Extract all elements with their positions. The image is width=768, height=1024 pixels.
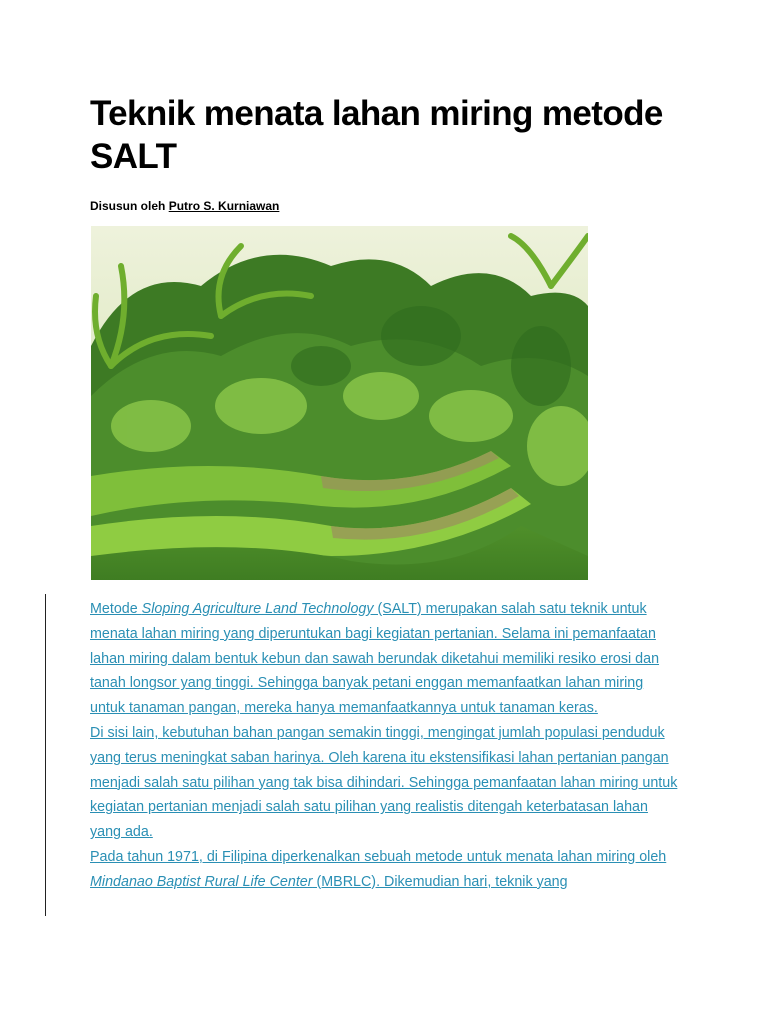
body-paragraph [90,845,680,895]
margin-change-bar [45,594,46,916]
italic-term: Sloping Agriculture Land Technology [141,601,374,617]
byline-prefix: Disusun oleh [90,199,169,213]
paragraph-link[interactable] [90,849,666,890]
article-photo [91,226,588,580]
paragraph-text: Di sisi lain, kebutuhan bahan pangan semakin tinggi, mengingat jumlah populasi penduduk yang terus meningkat saban harinya. Oleh karena itu ekstensifikasi lahan pertanian pangan menjadi salah satu pilihan yang tak bisa dihindari. Sehingga pemanfaatan lahan miring untuk kegiatan pertanian menjadi salah satu pilihan yang realistis ditengah keterbatasan lahan yang ada. [90,724,678,841]
italic-term: Mindanao Baptist Rural Life Center [90,873,313,890]
paragraph-text: Metode [90,601,142,617]
paragraph-link[interactable] [90,601,659,716]
article-body [90,597,680,895]
body-paragraph [90,721,680,845]
body-paragraph [90,597,680,721]
paragraph-text: (SALT) merupakan salah satu teknik untuk menata lahan miring yang diperuntukan bagi kegiatan pertanian. Selama ini pemanfaatan lahan miring dalam bentuk kebun dan sawah berundak diketahui memiliki resiko erosi dan tanah longsor yang tinggi. Sehingga banyak petani enggan memanfaatkan lahan miring untuk tanaman pangan, mereka hanya memanfaatkannya untuk tanaman keras. [90,601,660,717]
paragraph-text: Pada tahun 1971, di Filipina diperkenalkan sebuah metode untuk menata lahan miring oleh [90,848,667,865]
paragraph-link[interactable] [90,725,677,840]
sloping-farmland-terraces-photo [91,226,588,580]
byline [90,199,279,213]
author-link[interactable]: Putro S. Kurniawan [168,199,280,213]
paragraph-text: (MBRLC). Dikemudian hari, teknik yang [312,873,568,890]
article-title: Teknik menata lahan miring metode SALT [90,94,663,176]
